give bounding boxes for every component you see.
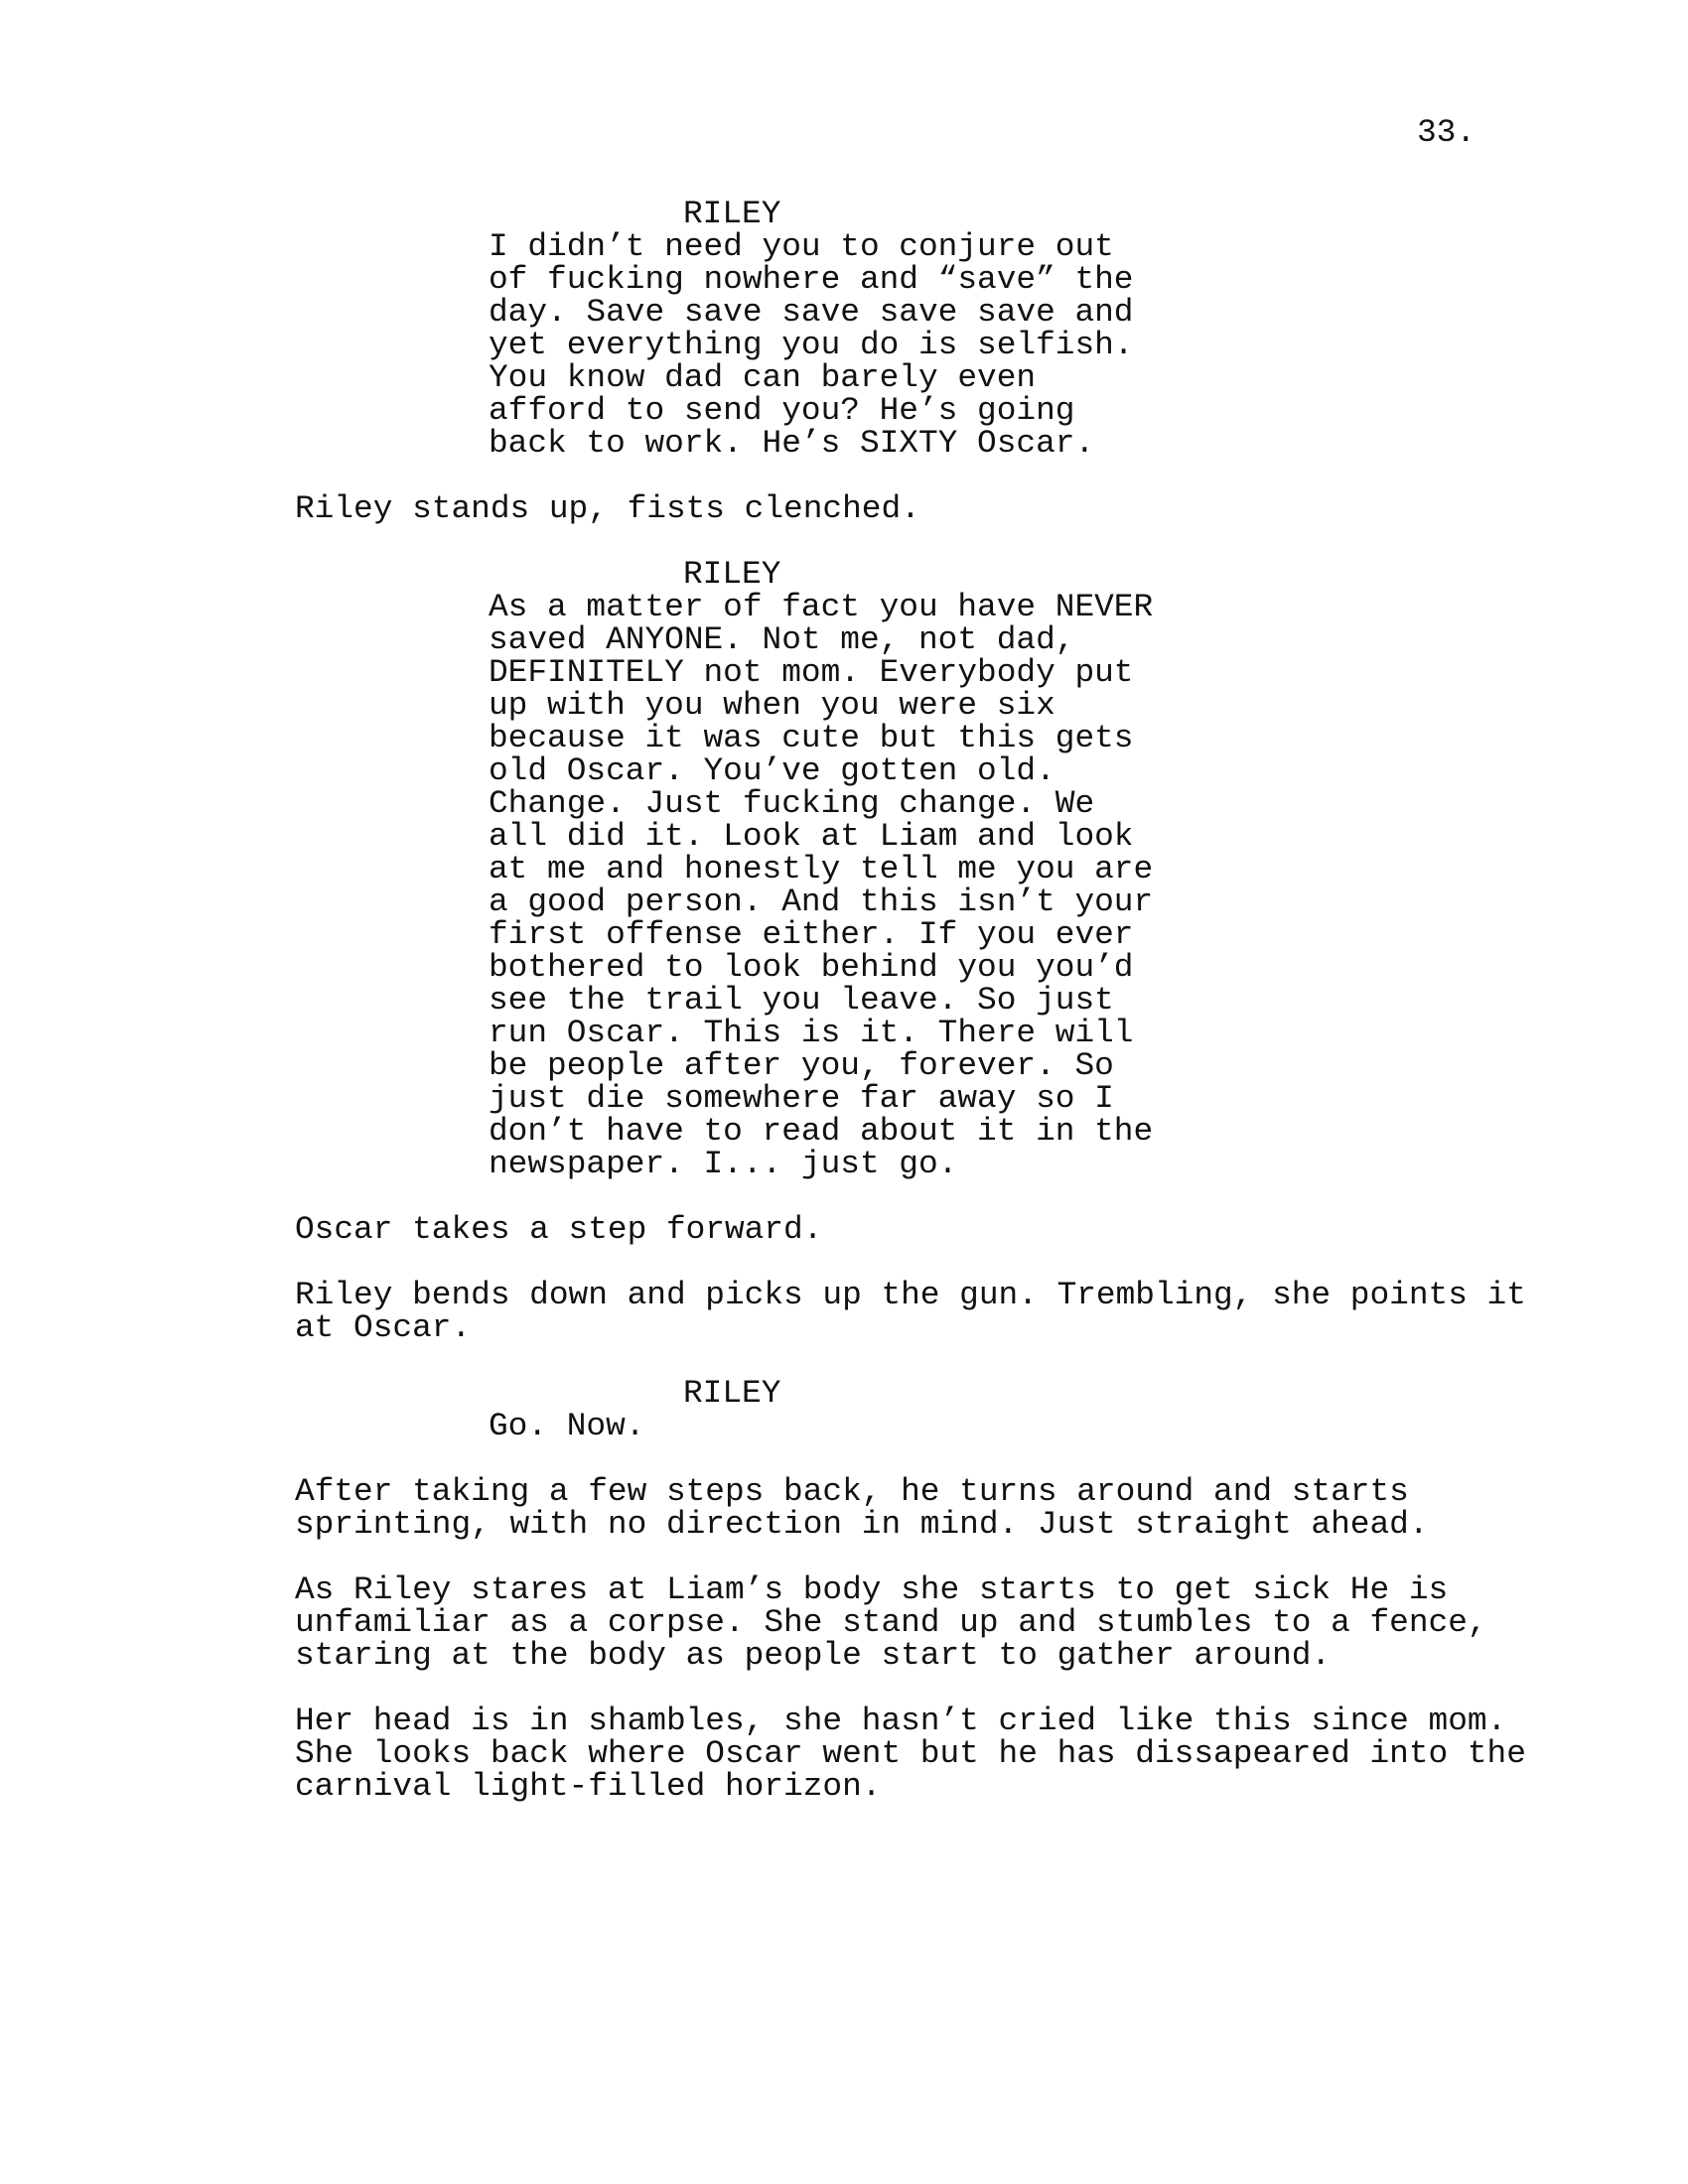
dialogue-line: be people after you, forever. So [489,1047,1114,1084]
character-cue: RILEY [683,196,781,232]
dialogue-line: don’t have to read about it in the [489,1113,1154,1150]
dialogue-line: newspaper. I... just go. [489,1146,958,1182]
dialogue-line: a good person. And this isn’t your [489,884,1154,920]
action-line: Oscar takes a step forward. [295,1211,823,1248]
character-cue: RILEY [683,1375,781,1412]
dialogue-line: back to work. He’s SIXTY Oscar. [489,425,1095,462]
dialogue-line: day. Save save save save save and [489,294,1134,331]
dialogue-line: because it was cute but this gets [489,720,1134,756]
action-line: She looks back where Oscar went but he has dissapeared into the [295,1735,1526,1772]
dialogue-line: I didn’t need you to conjure out [489,228,1114,265]
dialogue-line: DEFINITELY not mom. Everybody put [489,654,1134,691]
dialogue-line: just die somewhere far away so I [489,1080,1114,1117]
action-line: unfamiliar as a corpse. She stand up and stumbles to a fence, [295,1604,1487,1641]
action-line: sprinting, with no direction in mind. Just straight ahead. [295,1506,1429,1543]
action-line: After taking a few steps back, he turns around and starts [295,1473,1409,1510]
action-line: staring at the body as people start to gather around. [295,1637,1332,1674]
dialogue-line: afford to send you? He’s going [489,392,1075,429]
dialogue-line: You know dad can barely even [489,359,1037,396]
dialogue-line: Change. Just fucking change. We [489,785,1095,822]
action-line: carnival light-filled horizon. [295,1768,882,1805]
action-line: As Riley stares at Liam’s body she starts to get sick He is [295,1571,1449,1608]
dialogue-line: first offense either. If you ever [489,916,1134,953]
page-number: 33. [1417,114,1477,151]
dialogue-line: Go. Now. [489,1408,645,1444]
dialogue-line: As a matter of fact you have NEVER [489,589,1154,625]
action-line: at Oscar. [295,1309,472,1346]
dialogue-line: bothered to look behind you you’d [489,949,1134,986]
dialogue-line: at me and honestly tell me you are [489,851,1154,887]
dialogue-line: all did it. Look at Liam and look [489,818,1134,855]
action-line: Her head is in shambles, she hasn’t cried like this since mom. [295,1703,1507,1739]
dialogue-line: of fucking nowhere and “save” the [489,261,1134,298]
dialogue-line: yet everything you do is selfish. [489,327,1134,363]
character-cue: RILEY [683,556,781,593]
dialogue-line: saved ANYONE. Not me, not dad, [489,621,1075,658]
dialogue-line: see the trail you leave. So just [489,982,1114,1019]
action-line: Riley stands up, fists clenched. [295,490,920,527]
dialogue-line: up with you when you were six [489,687,1055,724]
dialogue-line: old Oscar. You’ve gotten old. [489,752,1055,789]
action-line: Riley bends down and picks up the gun. Trembling, she points it [295,1277,1526,1313]
dialogue-line: run Oscar. This is it. There will [489,1015,1134,1051]
